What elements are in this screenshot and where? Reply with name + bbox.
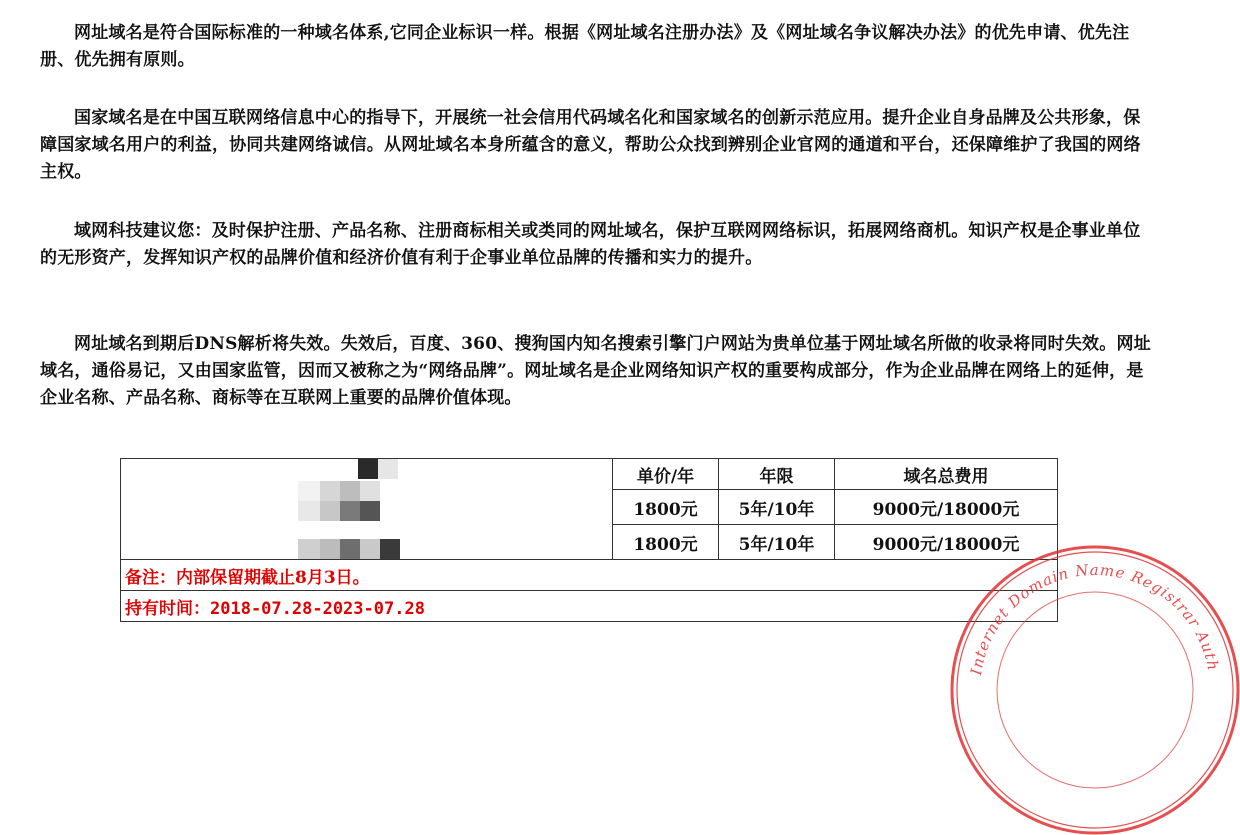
note-row xyxy=(121,560,1058,591)
row1-term: 5年/10年 xyxy=(719,490,835,525)
domain-name-cell xyxy=(121,459,613,560)
header-total-fee: 域名总费用 xyxy=(835,459,1058,490)
paragraph-national-domain: 国家域名是在中国互联网络信息中心的指导下，开展统一社会信用代码域名化和国家域名的创新示范应用。提升企业自身品牌及公共形象，保障国家域名用户的利益，协同共建网络诚信。从网址域名本身所蕴含的意义，帮助公众找到辨别企业官网的通道和平台，还保障维护了我国的网络主权。 xyxy=(40,108,1141,182)
note-reservation: 备注：内部保留期截止8月3日。 xyxy=(121,560,1058,591)
paragraph-dns-expiry: 网址域名到期后DNS解析将失效。失效后，百度、360、搜狗国内知名搜索引擎门户网站为贵单位基于网址域名所做的收录将同时失效。网址域名，通俗易记，又由国家监管，因而又被称之为“网络品牌”。网址域名是企业网络知识产权的重要构成部分，作为企业品牌在网络上的延伸，是企业名称、产品名称、商标等在互联网上重要的品牌价值体现。 xyxy=(40,334,1151,408)
holding-period-value: 2018-07.28-2023-07.28 xyxy=(210,598,425,619)
holding-period xyxy=(121,591,1058,622)
row2-unit-price: 1800元 xyxy=(613,525,719,560)
header-term: 年限 xyxy=(719,459,835,490)
price-table xyxy=(120,458,1058,622)
paragraph-recommendation: 域网科技建议您：及时保护注册、产品名称、注册商标相关或类同的网址域名，保护互联网网络标识，拓展网络商机。知识产权是企事业单位的无形资产，发挥知识产权的品牌价值和经济价值有利于企事业单位品牌的传播和实力的提升。 xyxy=(40,221,1141,268)
holding-period-label: 持有时间： xyxy=(125,598,210,619)
official-seal-stamp xyxy=(950,545,1240,835)
row2-total-fee: 9000元/18000元 xyxy=(835,525,1058,560)
row1-total-fee: 9000元/18000元 xyxy=(835,490,1058,525)
row2-term: 5年/10年 xyxy=(719,525,835,560)
row1-unit-price: 1800元 xyxy=(613,490,719,525)
hold-row xyxy=(121,591,1058,622)
redacted-domain-name xyxy=(121,459,612,559)
paragraph-domain-standard: 网址域名是符合国际标准的一种域名体系,它同企业标识一样。根据《网址域名注册办法》及《网址域名争议解决办法》的优先申请、优先注册、优先拥有原则。 xyxy=(40,23,1130,70)
svg-text:Internet Domain Name Registrar: Internet Domain Name Registrar Auth xyxy=(967,560,1223,677)
header-unit-price: 单价/年 xyxy=(613,459,719,490)
table-header-row xyxy=(121,459,1058,490)
